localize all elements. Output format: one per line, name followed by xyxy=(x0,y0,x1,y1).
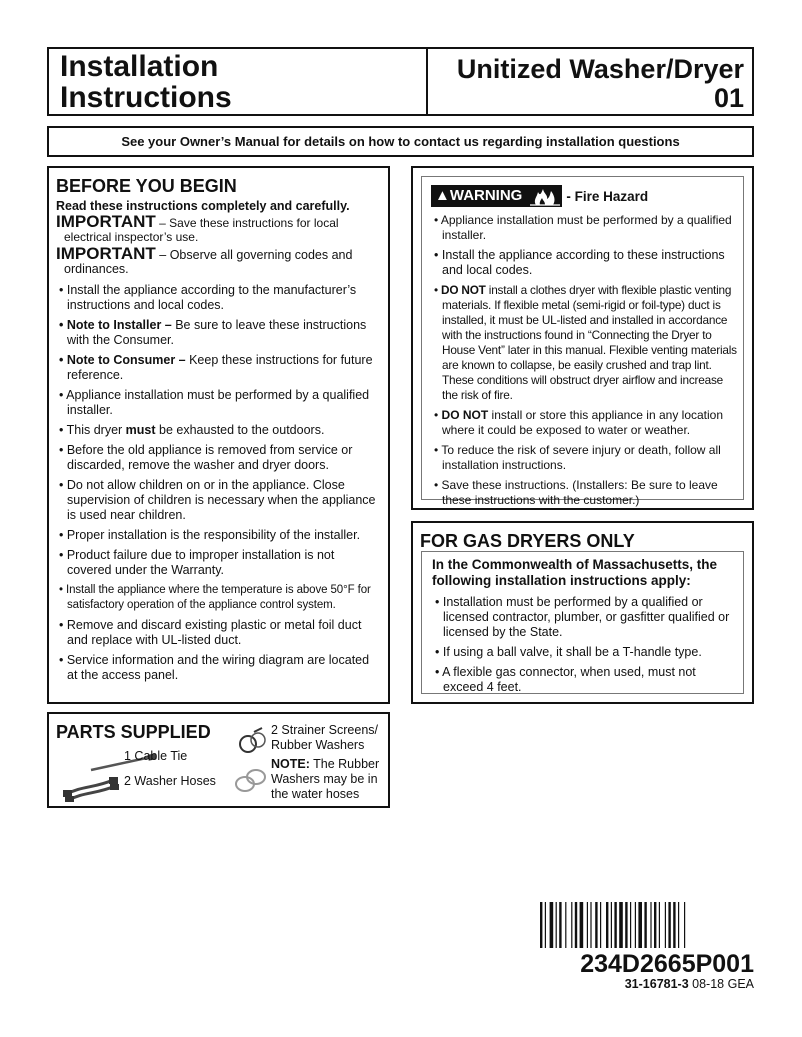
product-line-1: Unitized Washer/Dryer xyxy=(456,54,744,84)
section-title: FOR GAS DRYERS ONLY xyxy=(420,531,635,551)
bullet-item: • Install the appliance according to the manufacturer’s instructions and local codes. xyxy=(59,283,357,312)
bullet-item xyxy=(56,318,382,348)
cable-tie-label: 1 Cable Tie xyxy=(124,749,188,763)
fire-hazard-label: - Fire Hazard xyxy=(566,188,649,204)
warning-heading xyxy=(431,185,738,207)
title-line-2: Instructions xyxy=(60,81,232,114)
massachusetts-intro: In the Commonwealth of Massachusetts, the following installation instructions apply: xyxy=(432,557,718,588)
bullet-item xyxy=(56,353,382,383)
bullet-item: • Before the old appliance is removed from service or discarded, remove the washer and dryer doors. xyxy=(59,443,353,472)
warning-item: • Save these instructions. (Installers: Be sure to leave these instructions with the customer.) xyxy=(434,478,718,507)
bullet-item: • Do not allow children on or in the appliance. Close supervision of children is necessary when the appliance is used near children. xyxy=(59,478,376,522)
bullet-item: • Install the appliance where the temperature is above 50°F for satisfactory operation of the appliance control system. xyxy=(59,584,371,611)
warning-section xyxy=(411,166,754,510)
bullet-label: • Note to Consumer – xyxy=(59,353,186,367)
warning-item: • Install the appliance according to these instructions and local codes. xyxy=(434,248,725,277)
important-text: – Observe all governing codes and ordinances. xyxy=(64,248,353,276)
important-label: IMPORTANT xyxy=(56,212,156,231)
bullet-text: Keep these instructions for future reference. xyxy=(67,353,373,382)
warning-badge xyxy=(431,185,528,207)
warning-item: • DO NOT install a clothes dryer with flexible plastic venting materials. If flexible metal (semi-rigid or foil-type) duct is installed, it must be UL-listed and installed in accordance with the instructions found in “Connecting the Dryer to House Vent” later in this manual. Flexible venting materials are known to collapse, be easily crushed and trap lint. These conditions will obstruct dryer airflow and increase the risk of fire. xyxy=(434,283,737,402)
do-not-label: DO NOT xyxy=(441,283,486,297)
alert-triangle-icon: ▲ xyxy=(435,187,450,204)
bullet-item: • Remove and discard existing plastic or metal foil duct and replace with UL-listed duct. xyxy=(59,618,362,647)
note-label: NOTE: xyxy=(271,757,310,771)
bullet-item: • Service information and the wiring diagram are located at the access panel. xyxy=(59,653,370,682)
bullet-text: • This dryer xyxy=(59,423,126,437)
warning-label: WARNING xyxy=(449,187,523,204)
section-title: PARTS SUPPLIED xyxy=(56,722,211,742)
gas-item: • If using a ball valve, it shall be a T-handle type. xyxy=(435,645,702,659)
warning-text: install or store this appliance in any location where it could be exposed to water or weather. xyxy=(442,408,724,437)
bullet-emphasis: must xyxy=(125,423,156,437)
parts-supplied-section xyxy=(47,712,390,808)
barcode xyxy=(540,902,754,948)
document-number: 31-16781-3 xyxy=(624,977,689,991)
date-brand: 08-18 GEA xyxy=(692,977,754,991)
bullet-item: • Product failure due to improper installation is not covered under the Warranty. xyxy=(59,548,335,577)
read-instructions-line: Read these instructions completely and carefully. xyxy=(56,199,350,213)
bullet-label: • Note to Installer – xyxy=(59,318,172,332)
before-you-begin-section xyxy=(47,166,390,704)
fire-icon xyxy=(528,185,562,207)
bullet-text: be exhausted to the outdoors. xyxy=(155,423,325,437)
important-text: – Save these instructions for local electrical inspector’s use. xyxy=(64,216,339,244)
document-title xyxy=(60,51,232,113)
product-line-2: 01 xyxy=(713,83,744,113)
bullet-item: • Proper installation is the responsibility of the installer. xyxy=(59,528,361,542)
title-line-1: Installation xyxy=(60,50,219,83)
bullet-item xyxy=(56,423,382,438)
do-not-label: DO NOT xyxy=(441,408,489,422)
header-divider xyxy=(426,47,428,116)
note-text: The Rubber Washers may be in the water hoses xyxy=(271,757,380,801)
document-number-line xyxy=(625,977,754,992)
rubber-washer-note xyxy=(271,757,389,802)
important-note-2 xyxy=(56,244,382,276)
rubber-washer-icon xyxy=(233,768,269,794)
gas-item: • A flexible gas connector, when used, must not exceed 4 feet. xyxy=(435,665,696,694)
important-note-1 xyxy=(56,212,382,244)
bullet-text: Be sure to leave these instructions with the Consumer. xyxy=(67,318,367,347)
gas-item: • Installation must be performed by a qualified or licensed contractor, plumber, or gasfitter qualified or licensed by the State. xyxy=(435,595,730,639)
warning-text: install a clothes dryer with flexible plastic venting materials. If flexible metal (semi-rigid or foil-type) duct is installed, it must be UL-listed and installed in accordance with the instructions found in “Connecting the Dryer to House Vent” later in this manual. Flexible venting materials are known to collapse, be easily crushed and trap lint. These conditions will obstruct dryer airflow and increase the risk of fire. xyxy=(442,283,737,402)
strainer-label: 2 Strainer Screens/ Rubber Washers xyxy=(271,723,378,752)
warning-item: • Appliance installation must be performed by a qualified installer. xyxy=(434,213,732,242)
washer-hoses-label: 2 Washer Hoses xyxy=(124,774,216,788)
bullet-item: • Appliance installation must be performed by a qualified installer. xyxy=(59,388,370,417)
warning-item: • DO NOT install or store this appliance in any location where it could be exposed to water or weather. xyxy=(434,408,724,437)
contact-banner: See your Owner’s Manual for details on how to contact us regarding installation questions xyxy=(47,126,754,157)
strainer-screen-icon xyxy=(236,726,270,756)
product-title xyxy=(457,55,744,113)
warning-item: • To reduce the risk of severe injury or death, follow all installation instructions. xyxy=(434,443,721,472)
gas-dryers-section xyxy=(411,521,754,704)
important-label: IMPORTANT xyxy=(56,244,156,263)
washer-hoses-icon xyxy=(63,774,119,802)
part-number: 234D2665P001 xyxy=(580,950,754,978)
warning-inner-frame xyxy=(421,176,744,507)
gas-inner-frame xyxy=(421,551,744,694)
section-title: BEFORE YOU BEGIN xyxy=(56,176,237,196)
